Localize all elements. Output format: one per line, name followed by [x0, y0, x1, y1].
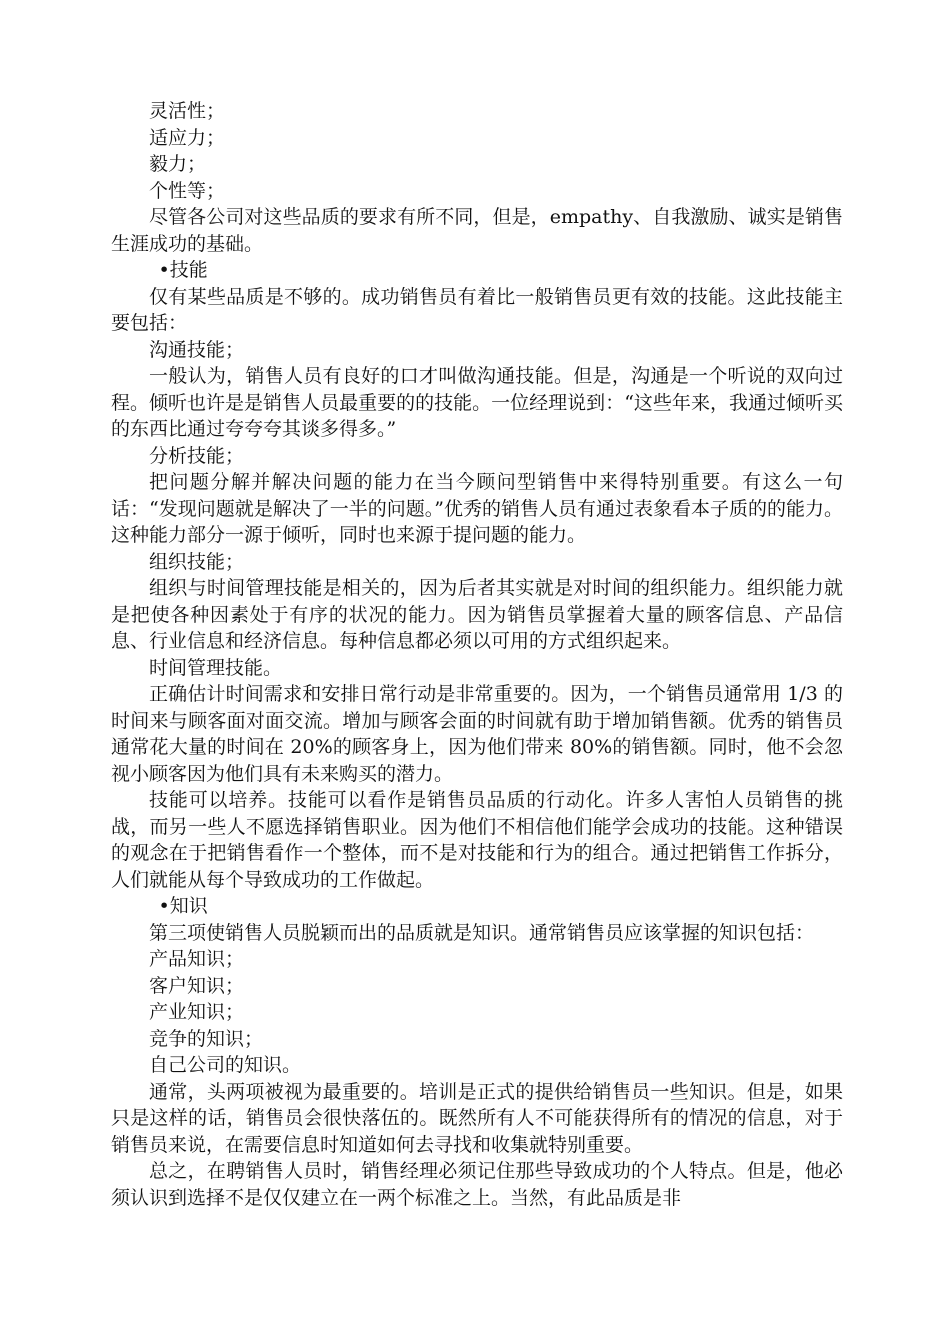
- knowledge-section-heading: •知识: [158, 895, 208, 917]
- knowledge-item-customer: 客户知识；: [149, 974, 245, 997]
- analysis-skills-paragraph: 把问题分解并解决问题的能力在当今顾问型销售中来得特别重要。有这么一句话：“发现问题就是解决了一半的问题。”优秀的销售人员有通过表象看本子质的的能力。这种能力部分一源于倾听，同时也来源于提问题的能力。: [111, 471, 843, 546]
- time-management-heading: 时间管理技能。: [149, 656, 283, 679]
- communication-skills-heading: 沟通技能；: [149, 338, 245, 361]
- communication-skills-paragraph: 一般认为，销售人员有良好的口才叫做沟通技能。但是，沟通是一个听说的双向过程。倾听也许是是销售人员最重要的的技能。一位经理说到：“这些年来，我通过倾听买的东西比通过夸夸夸其谈多得多。”: [111, 365, 843, 440]
- conclusion-paragraph: 总之，在聘销售人员时，销售经理必须记住那些导致成功的个人特点。但是，他必须认识到选择不是仅仅建立在一两个标准之上。当然，有此品质是非: [111, 1160, 843, 1209]
- knowledge-item-own-company: 自己公司的知识。: [149, 1054, 302, 1076]
- quality-item-adaptability: 适应力；: [149, 126, 226, 149]
- time-management-paragraph: 正确估计时间需求和安排日常行动是非常重要的。因为，一个销售员通常用 1/3 的时间来与顾客面对面交流。增加与顾客会面的时间就有助于增加销售额。优秀的销售员通常花大量的时间在 20%的顾客身上，因为他们带来 80%的销售额。同时，他不会忽视小顾客因为他们具有未来购买的潜力。: [111, 683, 843, 785]
- knowledge-item-industry: 产业知识；: [149, 1001, 245, 1023]
- skills-intro-paragraph: 仅有某些品质是不够的。成功销售员有着比一般销售员更有效的技能。这此技能主要包括：: [111, 285, 843, 334]
- organization-skills-heading: 组织技能；: [149, 550, 245, 573]
- organization-skills-paragraph: 组织与时间管理技能是相关的，因为后者其实就是对时间的组织能力。组织能力就是把使各种因素处于有序的状况的能力。因为销售员掌握着大量的顾客信息、产品信息、行业信息和经济信息。每种信息都必须以可用的方式组织起来。: [111, 577, 843, 652]
- skills-trainable-paragraph: 技能可以培养。技能可以看作是销售员品质的行动化。许多人害怕人员销售的挑战，而另一些人不愿选择销售职业。因为他们不相信他们能学会成功的技能。这种错误的观念在于把销售看作一个整体，而不是对技能和行为的组合。通过把销售工作拆分，人们就能从每个导致成功的工作做起。: [111, 789, 843, 891]
- knowledge-item-competition: 竞争的知识；: [149, 1027, 264, 1050]
- document-page: [111, 98, 843, 1211]
- skills-section-heading: •技能: [158, 259, 208, 281]
- quality-item-flexibility: 灵活性；: [149, 100, 226, 122]
- analysis-skills-heading: 分析技能；: [149, 444, 245, 467]
- quality-item-personality: 个性等；: [149, 179, 226, 202]
- knowledge-item-product: 产品知识；: [149, 948, 245, 970]
- knowledge-intro-paragraph: 第三项使销售人员脱颖而出的品质就是知识。通常销售员应该掌握的知识包括：: [149, 921, 815, 944]
- quality-item-perseverance: 毅力；: [149, 153, 207, 175]
- knowledge-summary-paragraph: 通常，头两项被视为最重要的。培训是正式的提供给销售员一些知识。但是，如果只是这样的话，销售员会很快落伍的。既然所有人不可能获得所有的情况的信息，对于销售员来说，在需要信息时知道如何去寻找和收集就特别重要。: [111, 1080, 843, 1156]
- qualities-summary-paragraph: 尽管各公司对这些品质的要求有所不同，但是，empathy、自我激励、诚实是销售生涯成功的基础。: [111, 206, 843, 255]
